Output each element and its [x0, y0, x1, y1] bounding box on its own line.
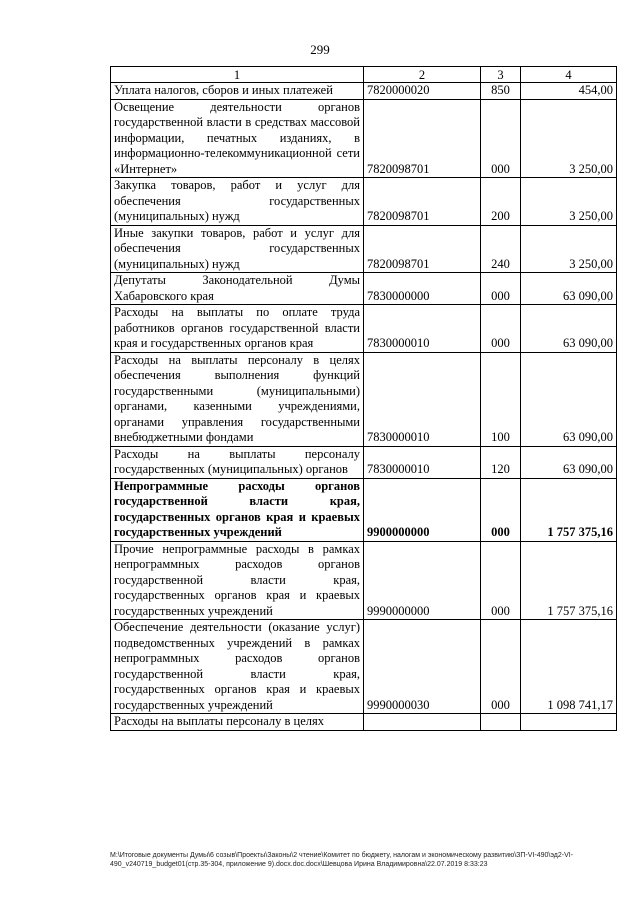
- row-expense-type: 000: [481, 478, 521, 541]
- table-row: [111, 620, 617, 714]
- row-amount: 63 090,00: [521, 273, 617, 305]
- row-expense-type: 120: [481, 446, 521, 478]
- row-target-code: 7820098701: [364, 99, 481, 178]
- row-amount: [521, 714, 617, 731]
- column-header-3: 3: [481, 67, 521, 83]
- row-description: Уплата налогов, сборов и иных платежей: [111, 83, 364, 100]
- row-target-code: 7830000010: [364, 352, 481, 446]
- table-row: [111, 305, 617, 353]
- row-amount: 63 090,00: [521, 305, 617, 353]
- table-row: [111, 178, 617, 226]
- row-amount: 1 757 375,16: [521, 541, 617, 620]
- table-header-row: [111, 67, 617, 83]
- row-target-code: 7830000010: [364, 305, 481, 353]
- table-row: [111, 99, 617, 178]
- row-description: Непрограммные расходы органов государственной власти края, государственных органов края и краевых государственных учреждений: [111, 478, 364, 541]
- row-expense-type: 000: [481, 305, 521, 353]
- column-header-4: 4: [521, 67, 617, 83]
- row-target-code: 9990000030: [364, 620, 481, 714]
- table-row: [111, 225, 617, 273]
- row-amount: 3 250,00: [521, 99, 617, 178]
- column-header-2: 2: [364, 67, 481, 83]
- row-description: Расходы на выплаты персоналу в целях обеспечения выполнения функций государственными (муниципальными) органами, казенными учреждениями, органами управления государственными внебюджетными фондами: [111, 352, 364, 446]
- row-expense-type: [481, 714, 521, 731]
- row-expense-type: 000: [481, 541, 521, 620]
- row-expense-type: 000: [481, 620, 521, 714]
- row-expense-type: 850: [481, 83, 521, 100]
- table-row: [111, 273, 617, 305]
- row-amount: 1 098 741,17: [521, 620, 617, 714]
- row-target-code: 9990000000: [364, 541, 481, 620]
- row-description: Освещение деятельности органов государственной власти в средствах массовой информации, печатных изданиях, в информационно-телекоммуникационной сети «Интернет»: [111, 99, 364, 178]
- row-expense-type: 200: [481, 178, 521, 226]
- table-row: [111, 352, 617, 446]
- row-expense-type: 000: [481, 273, 521, 305]
- row-amount: 63 090,00: [521, 446, 617, 478]
- row-target-code: 7830000000: [364, 273, 481, 305]
- document-footer-path: M:\Итоговые документы Думы\6 созыв\Проекты\Законы\2 чтение\Комитет по бюджету, налогам и экономическому развитию\ЗП-VI-490\эд2-VI-490_v240719_budget01(стр.35-304, приложение 9).docx.doc.docx\Шевцова Ирина Владимировна\22.07.2019 8:33:23: [110, 852, 574, 868]
- budget-table: [110, 66, 617, 731]
- row-description: Расходы на выплаты по оплате труда работников органов государственной власти края и государственных органов края: [111, 305, 364, 353]
- row-amount: 63 090,00: [521, 352, 617, 446]
- row-target-code: 7820098701: [364, 178, 481, 226]
- row-description: Депутаты Законодательной Думы Хабаровского края: [111, 273, 364, 305]
- row-target-code: 9900000000: [364, 478, 481, 541]
- table-row: [111, 446, 617, 478]
- row-description: Прочие непрограммные расходы в рамках непрограммных расходов органов государственной власти края, государственных органов края и краевых государственных учреждений: [111, 541, 364, 620]
- page-number: 299: [310, 42, 330, 57]
- row-target-code: 7820098701: [364, 225, 481, 273]
- row-description: Закупка товаров, работ и услуг для обеспечения государственных (муниципальных) нужд: [111, 178, 364, 226]
- row-amount: 3 250,00: [521, 178, 617, 226]
- row-amount: 1 757 375,16: [521, 478, 617, 541]
- row-target-code: [364, 714, 481, 731]
- row-description: Расходы на выплаты персоналу государственных (муниципальных) органов: [111, 446, 364, 478]
- row-expense-type: 100: [481, 352, 521, 446]
- row-target-code: 7830000010: [364, 446, 481, 478]
- row-description: Иные закупки товаров, работ и услуг для обеспечения государственных (муниципальных) нужд: [111, 225, 364, 273]
- row-expense-type: 000: [481, 99, 521, 178]
- table-row: [111, 714, 617, 731]
- row-amount: 3 250,00: [521, 225, 617, 273]
- column-header-1: 1: [111, 67, 364, 83]
- row-description: Обеспечение деятельности (оказание услуг) подведомственных учреждений в рамках непрограммных расходов органов государственной власти края, государственных органов края и краевых государственных учреждений: [111, 620, 364, 714]
- row-amount: 454,00: [521, 83, 617, 100]
- row-description: Расходы на выплаты персоналу в целях: [111, 714, 364, 731]
- row-target-code: 7820000020: [364, 83, 481, 100]
- row-expense-type: 240: [481, 225, 521, 273]
- table-row: [111, 478, 617, 541]
- table-row: [111, 83, 617, 100]
- table-row: [111, 541, 617, 620]
